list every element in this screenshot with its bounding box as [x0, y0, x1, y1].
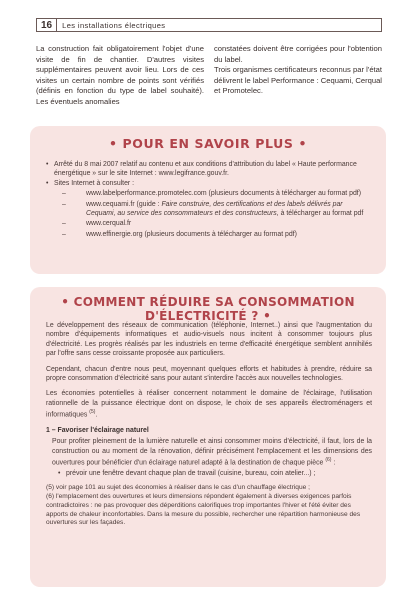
list-item	[46, 179, 372, 188]
websites-intro: Sites Internet à consulter :	[54, 179, 135, 187]
info-box-title: • COMMENT RÉDUIRE SA CONSOMMATION D'ÉLECTRICITÉ ? •	[61, 295, 355, 323]
website-link-effinergie[interactable]: www.effinergie.org (plusieurs documents à télécharger au format pdf)	[86, 230, 297, 238]
page-header	[36, 18, 382, 32]
intro-left-text: La construction fait obligatoirement l'objet d'une visite de fin de chantier. D'autres visites supplémentaires peuvent avoir lieu. Lors de ces visites un certain nombre de points sont vérifiés (définis en fonction du type de label souhaité). Les éventuels anomalies	[36, 44, 204, 106]
paragraph-savings	[46, 389, 372, 420]
decree-reference: Arrêté du 8 mai 2007 relatif au contenu et aux conditions d'attribution du label « Haute performance énergétique » sur le site Internet : www.legifrance.gouv.fr.	[54, 161, 357, 178]
dash-icon: –	[62, 220, 66, 228]
paragraph-efforts: Cependant, chacun d'entre nous peut, moyennant quelques efforts et habitudes à prendre, réduire sa propre consommation d'électricité sans pour autant s'interdire l'accès aux nouvelles technologies.	[46, 365, 372, 383]
paragraph-natural-light	[46, 437, 372, 468]
footnote-5: (5) voir page 101 au sujet des économies à réaliser dans le cas d'un chauffage électrique ;	[46, 484, 310, 492]
info-box-body	[46, 321, 372, 528]
intro-right-text-1: constatées doivent être corrigées pour l'obtention du label.	[214, 44, 382, 64]
info-box-body	[46, 160, 372, 240]
bullet-icon: •	[46, 161, 49, 168]
bullet-icon: •	[46, 179, 49, 187]
info-box-reduce-consumption	[30, 287, 386, 587]
dash-icon: –	[62, 190, 66, 198]
running-title: Les installations électriques	[62, 20, 166, 30]
website-item[interactable]	[62, 230, 372, 239]
cequami-guide-tail: à télécharger au format pdf	[278, 210, 364, 218]
info-box-learn-more	[30, 126, 386, 274]
website-item[interactable]	[62, 189, 372, 198]
list-item	[46, 469, 372, 478]
natural-light-end: :	[331, 459, 336, 467]
savings-end: .	[95, 411, 98, 419]
website-item[interactable]	[62, 200, 372, 219]
website-link-cerqual[interactable]: www.cerqual.fr	[86, 220, 132, 228]
intro-right-text-2: Trois organismes certificateurs reconnus par l'état délivrent le label Performance : Cequami, Cerqual et Promotelec.	[214, 65, 382, 96]
website-list	[62, 189, 372, 239]
intro-right-column	[214, 44, 382, 108]
cequami-link-text[interactable]: www.cequami.fr (guide :	[86, 200, 162, 208]
savings-text: Les économies potentielles à réaliser concernent notamment le domaine de l'éclairage, l'utilisation rationnelle de la puissance électrique dont on dispose, le choix de ses appareils électroménagers et informatiques	[46, 390, 372, 419]
website-item[interactable]	[62, 219, 372, 228]
footnote-ref-6: (6)	[325, 457, 332, 464]
footnotes	[46, 484, 372, 528]
footnote-ref-5: (5)	[89, 409, 96, 416]
list-item	[46, 160, 372, 179]
window-advice: prévoir une fenêtre devant chaque plan de travail (cuisine, bureau, coin atelier...) ;	[66, 469, 316, 477]
paragraph-development: Le développement des réseaux de communication (téléphonie, Internet..) ainsi que l'augmentation du nombre d'équipements informatiques et audio-visuels nous incitent à consommer toujours plus d'électricité. Les progrès réalisés par les industriels en terme d'efficacité énergétique semblent annihilés par l'offre sans cesse croissante proposée aux particuliers.	[46, 322, 372, 358]
natural-light-text: Pour profiter pleinement de la lumière naturelle et ainsi consommer moins d'électricité, il faut, lors de la construction ou au moment de la rénovation, définir précisément l'emplacement et les dimensions des ouvertures pour bénéficier d'un éclairage naturel adapté à la destination de chaque pièce	[52, 438, 372, 467]
footnote-6: (6) l'emplacement des ouvertures et leurs dimensions répondent également à diverses exigences parfois contradictoires : ne pas provoquer des déperditions calorifiques trop importantes l'hiver et l'été éviter des apports de chaleur inconfortables. Dans la mesure du possible, rechercher une répartition harmonieuse des ouvertures sur les façades.	[46, 493, 361, 527]
website-link-cequami[interactable]	[86, 200, 372, 219]
intro-section	[36, 44, 382, 108]
website-link-promotelec[interactable]: www.labelperformance.promotelec.com (plusieurs documents à télécharger au format pdf)	[86, 190, 361, 198]
intro-left-column	[36, 44, 204, 108]
page-number: 16	[37, 19, 57, 31]
cequami-guide-title: Faire construire, des certifications et des labels délivrés par Cequami, au service des consommateurs et des constructeurs,	[86, 200, 343, 218]
section-heading: 1 – Favoriser l'éclairage naturel	[46, 426, 149, 434]
dash-icon: –	[62, 230, 66, 238]
info-box-title: • POUR EN SAVOIR PLUS •	[108, 136, 308, 151]
bullet-icon: •	[58, 469, 61, 477]
dash-icon: –	[62, 200, 66, 208]
